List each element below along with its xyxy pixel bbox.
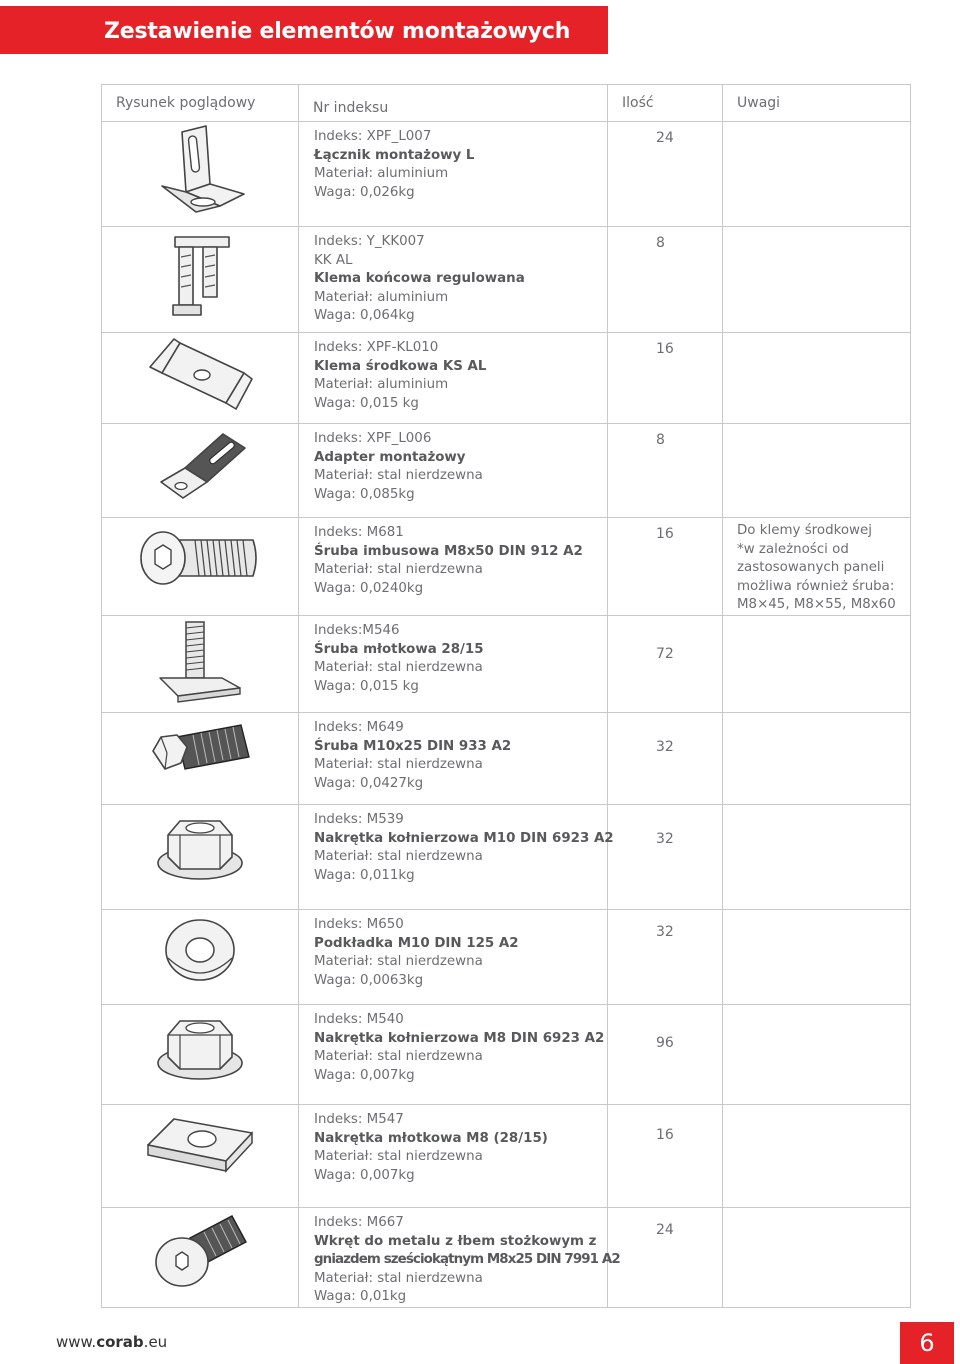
drawing-cell: [102, 122, 299, 227]
part-name: Śruba imbusowa M8x50 DIN 912 A2: [314, 543, 583, 559]
footer-url-brand: corab: [96, 1333, 144, 1351]
part-material: Materiał: stal nierdzewna: [314, 1049, 483, 1065]
remarks-cell: [723, 712, 911, 804]
column-header-drawing: Rysunek poglądowy: [102, 85, 299, 122]
drawing-cell: [102, 518, 299, 616]
mounting-adapter-icon: [145, 424, 255, 510]
index-code: Indeks:M546: [314, 622, 400, 638]
hammer-head-bolt-icon: [150, 616, 250, 706]
part-weight: Waga: 0,0427kg: [314, 775, 424, 791]
flange-nut-icon: [150, 805, 250, 891]
qty-cell: 8: [608, 227, 723, 333]
remarks-cell: [723, 333, 911, 424]
part-name: Podkładka M10 DIN 125 A2: [314, 935, 519, 951]
index-code: Indeks: M547: [314, 1111, 404, 1127]
table-row: [102, 518, 911, 616]
part-weight: Waga: 0,007kg: [314, 1067, 415, 1083]
index-cell: [299, 227, 608, 333]
remark-line: M8×45, M8×55, M8x60: [737, 597, 896, 613]
footer-website-link[interactable]: [56, 1333, 167, 1351]
parts-table: [101, 84, 911, 1308]
page-number: 6: [900, 1322, 954, 1364]
remarks-cell: [723, 122, 911, 227]
remark-line: Do klemy środkowej: [737, 523, 872, 538]
part-weight: Waga: 0,011kg: [314, 867, 415, 883]
index-code: Indeks: M649: [314, 719, 404, 735]
table-header-row: [102, 85, 911, 122]
column-header-index: Nr indeksu: [299, 85, 608, 122]
column-header-remarks: Uwagi: [723, 85, 911, 122]
part-weight: Waga: 0,015 kg: [314, 395, 419, 411]
drawing-cell: [102, 712, 299, 804]
part-material: Materiał: stal nierdzewna: [314, 562, 483, 578]
hammer-nut-icon: [140, 1105, 260, 1185]
part-name: Klema środkowa KS AL: [314, 358, 487, 374]
index-cell: [299, 518, 608, 616]
remarks-cell: [723, 1004, 911, 1104]
qty-cell: 96: [608, 1004, 723, 1104]
part-material: Materiał: stal nierdzewna: [314, 1149, 483, 1165]
table-row: [102, 909, 911, 1004]
table-row: [102, 424, 911, 518]
index-cell: [299, 1004, 608, 1104]
remarks-cell: [723, 518, 911, 616]
table-row: [102, 712, 911, 804]
part-material: Materiał: stal nierdzewna: [314, 660, 483, 676]
index-code: Indeks: XPF-KL010: [314, 340, 439, 355]
index-cell: [299, 122, 608, 227]
footer-url-suffix: .eu: [143, 1333, 168, 1351]
table-row: [102, 615, 911, 712]
part-weight: Waga: 0,007kg: [314, 1167, 415, 1183]
index-cell: [299, 615, 608, 712]
drawing-cell: [102, 804, 299, 909]
remarks-cell: [723, 424, 911, 518]
index-cell: [299, 424, 608, 518]
part-material: Materiał: aluminium: [314, 289, 449, 305]
footer-url-prefix: www.: [56, 1333, 97, 1351]
part-material: Materiał: stal nierdzewna: [314, 1270, 483, 1286]
index-code: Indeks: M681: [314, 525, 404, 540]
part-name: Klema końcowa regulowana: [314, 271, 525, 287]
index-code: Indeks: M539: [314, 811, 404, 827]
index-cell: [299, 333, 608, 424]
table-row: [102, 333, 911, 424]
l-bracket-icon: [140, 122, 260, 218]
qty-cell: 24: [608, 122, 723, 227]
part-material: Materiał: stal nierdzewna: [314, 468, 483, 484]
qty-cell: 16: [608, 1104, 723, 1207]
drawing-cell: [102, 227, 299, 333]
part-name: Nakrętka kołnierzowa M10 DIN 6923 A2: [314, 830, 614, 846]
part-name: Nakrętka młotkowa M8 (28/15): [314, 1130, 548, 1146]
remark-line: możliwa również śruba:: [737, 578, 895, 594]
part-name: Łącznik montażowy L: [314, 147, 475, 163]
part-material: Materiał: aluminium: [314, 166, 449, 182]
drawing-cell: [102, 909, 299, 1004]
part-weight: Waga: 0,064kg: [314, 308, 415, 324]
table-row: [102, 1004, 911, 1104]
washer-icon: [150, 910, 250, 990]
part-name: Wkręt do metalu z łbem stożkowym z: [314, 1233, 597, 1249]
part-weight: Waga: 0,0063kg: [314, 972, 424, 988]
qty-cell: 8: [608, 424, 723, 518]
end-clamp-icon: [145, 227, 255, 323]
index-cell: [299, 712, 608, 804]
remark-line: zastosowanych paneli: [737, 560, 885, 576]
column-header-qty: Ilość: [608, 85, 723, 122]
remarks-cell: [723, 1207, 911, 1307]
drawing-cell: [102, 1104, 299, 1207]
table-row: [102, 122, 911, 227]
part-material: Materiał: aluminium: [314, 377, 449, 393]
part-name-continued: gniazdem sześciokątnym M8x25 DIN 7991 A2: [314, 1252, 620, 1268]
remarks-cell: [723, 615, 911, 712]
index-cell: [299, 804, 614, 909]
qty-cell: 32: [608, 712, 723, 804]
middle-clamp-icon: [140, 333, 260, 415]
index-code: Indeks: Y_KK007: [314, 234, 425, 249]
countersunk-screw-icon: [150, 1208, 250, 1292]
index-cell: [299, 1207, 620, 1307]
index-code: Indeks: XPF_L006: [314, 431, 432, 446]
part-name: Adapter montażowy: [314, 449, 466, 465]
remark-line: *w zależności od: [737, 541, 849, 557]
table-row: [102, 1104, 911, 1207]
table-row: [102, 227, 911, 333]
drawing-cell: [102, 424, 299, 518]
socket-head-bolt-icon: [135, 518, 265, 598]
qty-cell: 16: [608, 518, 723, 616]
part-weight: Waga: 0,0240kg: [314, 580, 424, 596]
remarks-cell: [723, 909, 911, 1004]
table-row: [102, 804, 911, 909]
drawing-cell: [102, 615, 299, 712]
hex-bolt-icon: [145, 713, 255, 793]
drawing-cell: [102, 1207, 299, 1307]
part-material: Materiał: stal nierdzewna: [314, 954, 483, 970]
table-row: [102, 1207, 911, 1307]
index-cell: [299, 1104, 608, 1207]
drawing-cell: [102, 1004, 299, 1104]
qty-cell: 24: [608, 1207, 723, 1307]
remarks-cell: [723, 1104, 911, 1207]
index-code-extra: KK AL: [314, 252, 353, 268]
part-name: Śruba młotkowa 28/15: [314, 641, 484, 657]
part-weight: Waga: 0,026kg: [314, 184, 415, 200]
part-material: Materiał: stal nierdzewna: [314, 849, 483, 865]
index-code: Indeks: M540: [314, 1011, 404, 1027]
index-code: Indeks: XPF_L007: [314, 129, 432, 144]
part-weight: Waga: 0,015 kg: [314, 678, 419, 694]
part-name: Śruba M10x25 DIN 933 A2: [314, 738, 512, 754]
index-cell: [299, 909, 608, 1004]
index-code: Indeks: M667: [314, 1214, 404, 1230]
remarks-cell: [723, 227, 911, 333]
qty-cell: 32: [608, 804, 723, 909]
qty-cell: 16: [608, 333, 723, 424]
part-material: Materiał: stal nierdzewna: [314, 757, 483, 773]
flange-nut-icon: [150, 1005, 250, 1091]
remarks-cell: [723, 804, 911, 909]
part-weight: Waga: 0,01kg: [314, 1289, 407, 1305]
index-code: Indeks: M650: [314, 916, 404, 932]
qty-cell: 72: [608, 615, 723, 712]
part-name: Nakrętka kołnierzowa M8 DIN 6923 A2: [314, 1030, 605, 1046]
part-weight: Waga: 0,085kg: [314, 486, 415, 502]
page-title: Zestawienie elementów montażowych: [0, 6, 608, 54]
qty-cell: 32: [608, 909, 723, 1004]
drawing-cell: [102, 333, 299, 424]
